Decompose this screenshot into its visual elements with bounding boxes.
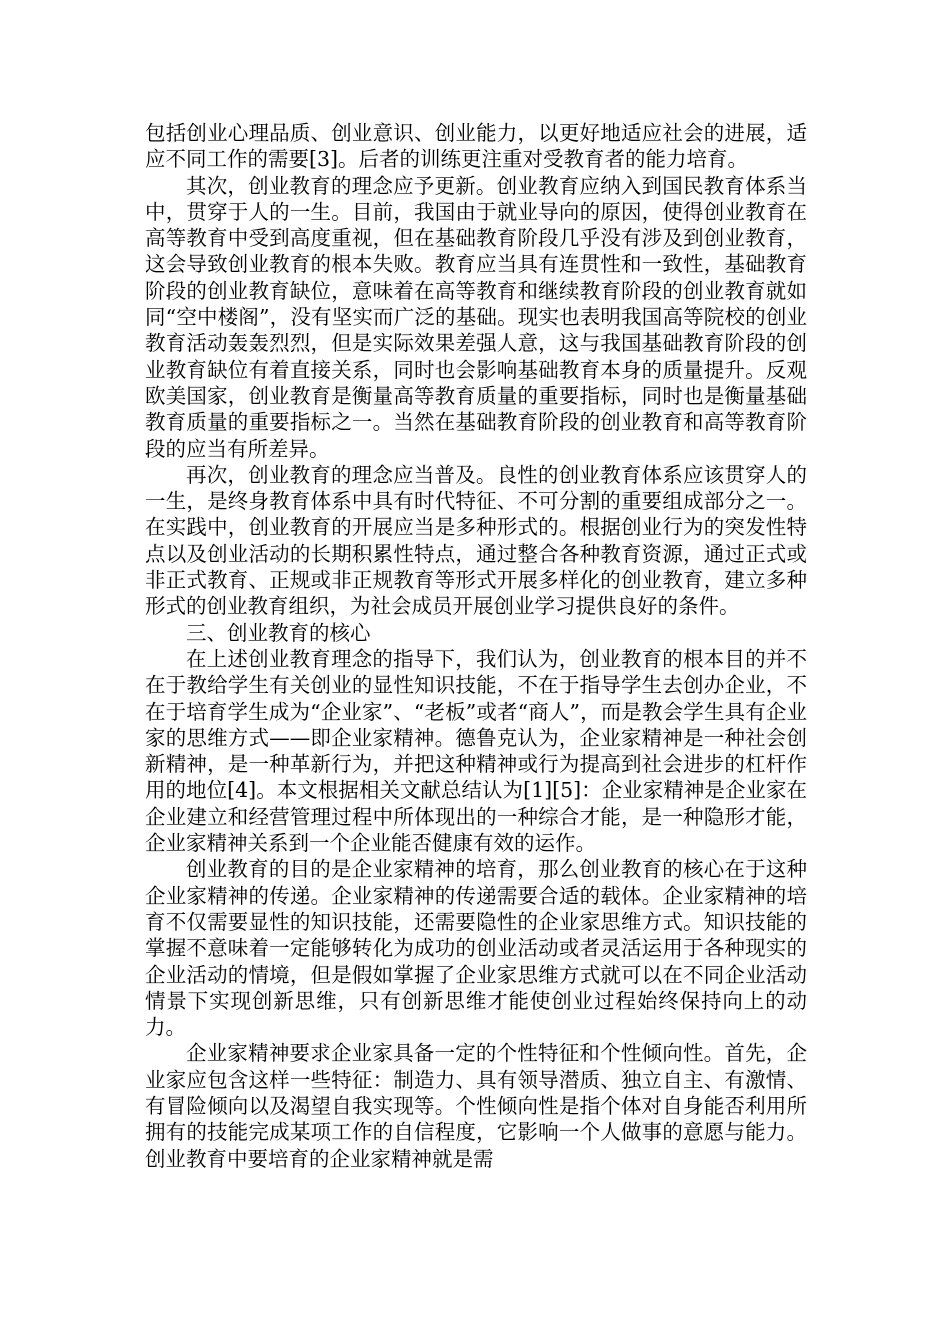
paragraph-5: 创业教育的目的是企业家精神的培育，那么创业教育的核心在于这种企业家精神的传递。企业家精神的传递需要合适的载体。企业家精神的培育不仅需要显性的知识技能，还需要隐性的企业家思维方式。知识技能的掌握不意味着一定能够转化为成功的创业活动或者灵活运用于各种现实的企业活动的情境，但是假如掌握了企业家思维方式就可以在不同企业活动情景下实现创新思维，只有创新思维才能使创业过程始终保持向上的动力。: [145, 857, 807, 1040]
paragraph-2: 其次，创业教育的理念应予更新。创业教育应纳入到国民教育体系当中，贯穿于人的一生。目前，我国由于就业导向的原因，使得创业教育在高等教育中受到高度重视，但在基础教育阶段几乎没有涉及到创业教育，这会导致创业教育的根本失败。教育应当具有连贯性和一致性，基础教育阶段的创业教育缺位，意味着在高等教育和继续教育阶段的创业教育就如同“空中楼阁”，没有坚实而广泛的基础。现实也表明我国高等院校的创业教育活动轰轰烈烈，但是实际效果差强人意，这与我国基础教育阶段的创业教育缺位有着直接关系，同时也会影响基础教育本身的质量提升。反观欧美国家，创业教育是衡量高等教育质量的重要指标，同时也是衡量基础教育质量的重要指标之一。当然在基础教育阶段的创业教育和高等教育阶段的应当有所差异。: [145, 173, 807, 461]
document-body: [145, 120, 807, 1172]
paragraph-6: 企业家精神要求企业家具备一定的个性特征和个性倾向性。首先，企业家应包含这样一些特征：制造力、具有领导潜质、独立自主、有激情、有冒险倾向以及渴望自我实现等。个性倾向性是指个体对自身能否利用所拥有的技能完成某项工作的自信程度，它影响一个人做事的意愿与能力。创业教育中要培育的企业家精神就是需: [145, 1041, 807, 1171]
section-heading: 三、创业教育的核心: [186, 620, 371, 645]
paragraph-4: 在上述创业教育理念的指导下，我们认为，创业教育的根本目的并不在于教给学生有关创业的显性知识技能，不在于指导学生去创办企业，不在于培育学生成为“企业家”、“老板”或者“商人”，而是教会学生具有企业家的思维方式——即企业家精神。德鲁克认为，企业家精神是一种社会创新精神，是一种革新行为，并把这种精神或行为提高到社会进步的杠杆作用的地位[4]。本文根据相关文献总结认为[1][5]：企业家精神是企业家在企业建立和经营管理过程中所体现出的一种综合才能，是一种隐形才能，企业家精神关系到一个企业能否健康有效的运作。: [145, 646, 807, 856]
paragraph-3: 再次，创业教育的理念应当普及。良性的创业教育体系应该贯穿人的一生，是终身教育体系中具有时代特征、不可分割的重要组成部分之一。在实践中，创业教育的开展应当是多种形式的。根据创业行为的突发性特点以及创业活动的长期积累性特点，通过整合各种教育资源，通过正式或非正式教育、正规或非正规教育等形式开展多样化的创业教育，建立多种形式的创业教育组织，为社会成员开展创业学习提供良好的条件。: [145, 462, 807, 619]
paragraph-1: 包括创业心理品质、创业意识、创业能力，以更好地适应社会的进展，适应不同工作的需要[3]。后者的训练更注重对受教育者的能力培育。: [145, 121, 807, 172]
